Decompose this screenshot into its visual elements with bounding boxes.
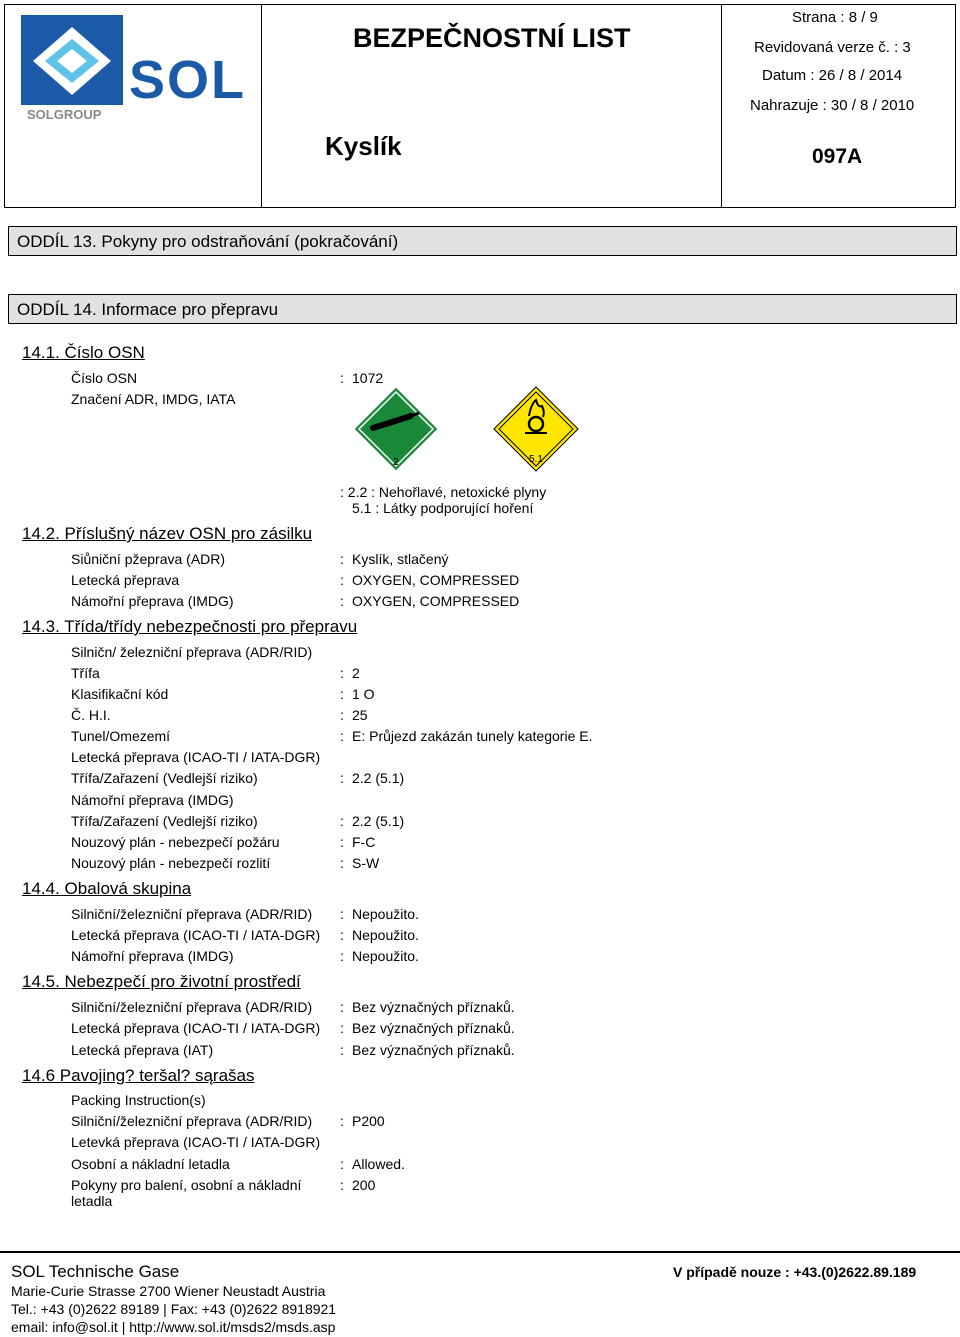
row-label: Silniční/železniční přeprava (ADR/RID) bbox=[71, 906, 313, 922]
row-sep: : bbox=[340, 813, 344, 829]
row-label: Letecká přeprava (ICAO-TI / IATA-DGR) bbox=[71, 749, 321, 765]
row-label: Námořní přeprava (IMDG) bbox=[71, 792, 234, 808]
row-sep: : bbox=[340, 572, 344, 588]
row-value: Allowed. bbox=[352, 1156, 405, 1172]
gas-cylinder-hazard-icon bbox=[353, 386, 439, 472]
row-label: Námořní přeprava (IMDG) bbox=[71, 593, 234, 609]
brand-name: SOL bbox=[129, 50, 247, 110]
row-value: Nepoužito. bbox=[352, 906, 419, 922]
page-number: Strana : 8 / 9 bbox=[792, 9, 878, 26]
class-5-1-label: 5.1 bbox=[529, 454, 543, 465]
footer-web: email: info@sol.it | http://www.sol.it/msds2/msds.asp bbox=[11, 1319, 336, 1335]
title-cell bbox=[261, 5, 722, 207]
row-value: OXYGEN, COMPRESSED bbox=[352, 593, 520, 609]
row-value: 1072 bbox=[352, 370, 384, 386]
class-2-label: 2 bbox=[393, 457, 399, 468]
row-label: Letecká přeprava bbox=[71, 572, 180, 588]
row-label: Siůniční pžeprava (ADR) bbox=[71, 551, 226, 567]
row-label: Nouzový plán - nebezpečí rozlití bbox=[71, 855, 271, 871]
product-name: Kyslík bbox=[325, 131, 402, 161]
hazard-line-2: 5.1 : Látky podporující hoření bbox=[352, 500, 534, 516]
section-14-5-title: 14.5. Nebezpečí pro životní prostředí bbox=[22, 972, 301, 991]
footer-company: SOL Technische Gase bbox=[11, 1262, 180, 1281]
row-label: Letecká přeprava (ICAO-TI / IATA-DGR) bbox=[71, 1020, 321, 1036]
row-value: OXYGEN, COMPRESSED bbox=[352, 572, 520, 588]
row-sep: : bbox=[340, 728, 344, 744]
row-label: Letecká přeprava (IAT) bbox=[71, 1042, 214, 1058]
doc-title: BEZPEČNOSTNÍ LIST bbox=[353, 23, 631, 53]
row-value: 1 O bbox=[352, 686, 375, 702]
row-value: Nepoužito. bbox=[352, 927, 419, 943]
row-value: 2.2 (5.1) bbox=[352, 770, 405, 786]
row-value: Kyslík, stlačený bbox=[352, 551, 449, 567]
row-label: Letevká přeprava (ICAO-TI / IATA-DGR) bbox=[71, 1134, 321, 1150]
row-sep: : bbox=[340, 370, 344, 386]
row-label: Klasifikační kód bbox=[71, 686, 169, 702]
section-14-3-title: 14.3. Třída/třídy nebezpečnosti pro přepravu bbox=[22, 617, 358, 636]
row-sep: : bbox=[340, 948, 344, 964]
row-label: Číslo OSN bbox=[71, 370, 138, 386]
section-13-bar: ODDÍL 13. Pokyny pro odstraňování (pokračování) bbox=[8, 226, 957, 256]
row-sep: : bbox=[340, 1177, 344, 1193]
row-value: Bez význačných příznaků. bbox=[352, 1020, 515, 1036]
row-sep: : bbox=[340, 927, 344, 943]
row-value: 200 bbox=[352, 1177, 376, 1193]
row-sep: : bbox=[340, 770, 344, 786]
revision-cell bbox=[721, 5, 955, 207]
hazard-line-1: : 2.2 : Nehořlavé, netoxické plyny bbox=[340, 484, 547, 500]
product-code: 097A bbox=[812, 145, 863, 168]
row-value: S-W bbox=[352, 855, 380, 871]
row-label: Letecká přeprava (ICAO-TI / IATA-DGR) bbox=[71, 927, 321, 943]
row-sep: : bbox=[340, 1113, 344, 1129]
row-label: Třífa bbox=[71, 665, 100, 681]
row-sep: : bbox=[340, 1042, 344, 1058]
row-value: E: Průjezd zakázán tunely kategorie E. bbox=[352, 728, 593, 744]
footer-emergency: V případě nouze : +43.(0)2622.89.189 bbox=[673, 1264, 917, 1280]
row-sep: : bbox=[340, 1020, 344, 1036]
row-sep: : bbox=[340, 551, 344, 567]
footer-divider bbox=[0, 1251, 960, 1253]
row-sep: : bbox=[340, 1156, 344, 1172]
row-value: 2.2 (5.1) bbox=[352, 813, 405, 829]
row-value: 25 bbox=[352, 707, 368, 723]
section-14-1-title: 14.1. Číslo OSN bbox=[22, 343, 145, 362]
date: Datum : 26 / 8 / 2014 bbox=[762, 67, 903, 84]
row-label: Silničn/ železniční přeprava (ADR/RID) bbox=[71, 644, 313, 660]
row-sep: : bbox=[340, 686, 344, 702]
row-label: Třífa/Zařazení (Vedlejší riziko) bbox=[71, 813, 258, 829]
row-value: Bez význačných příznaků. bbox=[352, 1042, 515, 1058]
row-label: Osobní a nákladní letadla bbox=[71, 1156, 230, 1172]
row-label: Packing Instruction(s) bbox=[71, 1092, 206, 1108]
section-14-bar: ODDÍL 14. Informace pro přepravu bbox=[8, 294, 957, 324]
row-label: Třífa/Zařazení (Vedlejší riziko) bbox=[71, 770, 258, 786]
row-label: Nouzový plán - nebezpečí požáru bbox=[71, 834, 280, 850]
row-value: P200 bbox=[352, 1113, 385, 1129]
row-sep: : bbox=[340, 707, 344, 723]
row-sep: : bbox=[340, 665, 344, 681]
row-label: Č. H.I. bbox=[71, 707, 111, 723]
row-label: Značení ADR, IMDG, IATA bbox=[71, 391, 236, 407]
row-value: Bez význačných příznaků. bbox=[352, 999, 515, 1015]
row-value: Nepoužito. bbox=[352, 948, 419, 964]
logo-cell bbox=[5, 5, 262, 207]
row-label: Námořní přeprava (IMDG) bbox=[71, 948, 234, 964]
row-label: Pokyny pro balení, osobní a nákladní bbox=[71, 1177, 302, 1193]
row-label: Silniční/železniční přeprava (ADR/RID) bbox=[71, 1113, 313, 1129]
section-14-4-title: 14.4. Obalová skupina bbox=[22, 879, 192, 898]
row-label: Silniční/železniční přeprava (ADR/RID) bbox=[71, 999, 313, 1015]
row-sep: : bbox=[340, 834, 344, 850]
row-label-cont: letadla bbox=[71, 1193, 113, 1209]
oxidizer-hazard-icon bbox=[493, 386, 579, 472]
section-14-6-title: 14.6 Pavojing? teršal? sąrašas bbox=[22, 1066, 255, 1085]
row-value: F-C bbox=[352, 834, 376, 850]
row-sep: : bbox=[340, 999, 344, 1015]
replaces: Nahrazuje : 30 / 8 / 2010 bbox=[750, 97, 915, 114]
document-header bbox=[4, 4, 956, 208]
section-14-2-title: 14.2. Příslušný název OSN pro zásilku bbox=[22, 524, 313, 543]
row-value: 2 bbox=[352, 665, 360, 681]
row-sep: : bbox=[340, 906, 344, 922]
footer-address: Marie-Curie Strasse 2700 Wiener Neustadt Austria bbox=[11, 1283, 326, 1299]
row-label: Tunel/Omezemí bbox=[71, 728, 171, 744]
brand-sub: SOLGROUP bbox=[27, 107, 102, 122]
row-sep: : bbox=[340, 855, 344, 871]
revision: Revidovaná verze č. : 3 bbox=[754, 39, 911, 56]
footer-phone: Tel.: +43 (0)2622 89189 | Fax: +43 (0)2622 8918921 bbox=[11, 1301, 337, 1317]
row-sep: : bbox=[340, 593, 344, 609]
